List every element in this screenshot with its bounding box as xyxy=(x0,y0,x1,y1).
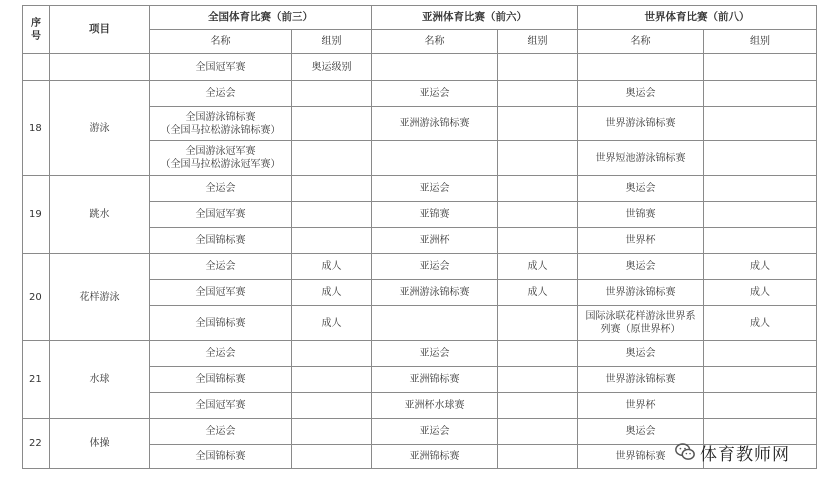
item-cell: 花样游泳 xyxy=(50,254,150,341)
national-name-cell: 全国锦标赛 xyxy=(150,306,292,341)
world-name-cell: 世界游泳锦标赛 xyxy=(578,107,704,141)
table-row xyxy=(23,54,817,81)
national-name-cell: 全国冠军赛 xyxy=(150,54,292,81)
item-cell: 体操 xyxy=(50,419,150,469)
seq-cell xyxy=(23,54,50,81)
asian-name-cell: 亚锦赛 xyxy=(372,202,498,228)
asian-name-cell: 亚洲锦标赛 xyxy=(372,367,498,393)
seq-cell: 18 xyxy=(23,81,50,176)
asian-name-cell: 亚洲杯水球赛 xyxy=(372,393,498,419)
sports-competition-table xyxy=(22,5,817,469)
table-row xyxy=(23,341,817,367)
asian-group-header: 组别 xyxy=(498,30,578,54)
national-name-cell: 全国冠军赛 xyxy=(150,202,292,228)
asian-group-cell xyxy=(498,341,578,367)
world-name-header: 名称 xyxy=(578,30,704,54)
world-name-cell: 世界杯 xyxy=(578,393,704,419)
table-row xyxy=(23,176,817,202)
item-cell: 游泳 xyxy=(50,81,150,176)
world-group-cell xyxy=(704,393,817,419)
national-name-cell: 全运会 xyxy=(150,254,292,280)
item-header: 项目 xyxy=(50,6,150,54)
asian-name-cell xyxy=(372,306,498,341)
national-name-header: 名称 xyxy=(150,30,292,54)
asian-name-cell: 亚洲杯 xyxy=(372,228,498,254)
header-row-1 xyxy=(23,6,817,30)
table-row xyxy=(23,254,817,280)
world-group-cell xyxy=(704,202,817,228)
seq-cell: 22 xyxy=(23,419,50,469)
world-name-cell: 世界短池游泳锦标赛 xyxy=(578,141,704,176)
national-name-cell: 全国冠军赛 xyxy=(150,393,292,419)
asian-group-cell xyxy=(498,202,578,228)
asian-group-cell xyxy=(498,228,578,254)
seq-cell: 20 xyxy=(23,254,50,341)
asian-group-cell xyxy=(498,445,578,469)
world-name-cell: 奥运会 xyxy=(578,81,704,107)
national-name-cell: 全国锦标赛 xyxy=(150,445,292,469)
item-cell xyxy=(50,54,150,81)
national-group-cell xyxy=(292,141,372,176)
world-group-cell xyxy=(704,107,817,141)
table-row xyxy=(23,81,817,107)
national-name-cell: 全运会 xyxy=(150,176,292,202)
world-group-cell xyxy=(704,54,817,81)
national-name-cell: 全国冠军赛 xyxy=(150,280,292,306)
world-name-cell: 世界游泳锦标赛 xyxy=(578,280,704,306)
national-group-cell xyxy=(292,445,372,469)
national-group-cell xyxy=(292,107,372,141)
asian-group-cell xyxy=(498,367,578,393)
world-name-cell xyxy=(578,306,704,341)
world-name-line: 列赛（原世界杯） xyxy=(600,324,681,335)
national-group-cell xyxy=(292,176,372,202)
national-name-line: （全国马拉松游泳锦标赛） xyxy=(160,124,281,136)
asian-group-cell: 成人 xyxy=(498,280,578,306)
world-name-line: 国际泳联花样游泳世界系 xyxy=(585,311,696,322)
asian-group-cell xyxy=(498,306,578,341)
world-name-cell: 奥运会 xyxy=(578,341,704,367)
world-header: 世界体育比赛（前八） xyxy=(578,6,817,30)
watermark-text: 体育教师网 xyxy=(700,444,790,465)
national-group-cell: 成人 xyxy=(292,254,372,280)
asian-name-cell: 亚运会 xyxy=(372,81,498,107)
watermark xyxy=(674,439,790,465)
national-group-cell xyxy=(292,367,372,393)
world-name-cell: 世锦赛 xyxy=(578,202,704,228)
world-group-cell: 成人 xyxy=(704,306,817,341)
national-name-cell: 全国锦标赛 xyxy=(150,228,292,254)
asian-name-cell: 亚洲游泳锦标赛 xyxy=(372,280,498,306)
asian-name-cell: 亚洲游泳锦标赛 xyxy=(372,107,498,141)
asian-name-cell xyxy=(372,54,498,81)
item-cell: 水球 xyxy=(50,341,150,419)
asian-name-cell xyxy=(372,141,498,176)
item-cell: 跳水 xyxy=(50,176,150,254)
national-group-cell: 成人 xyxy=(292,280,372,306)
national-group-cell xyxy=(292,419,372,445)
world-name-cell: 世界杯 xyxy=(578,228,704,254)
world-name-cell: 奥运会 xyxy=(578,176,704,202)
world-group-cell xyxy=(704,81,817,107)
asian-header: 亚洲体育比赛（前六） xyxy=(372,6,578,30)
national-group-cell xyxy=(292,393,372,419)
asian-name-cell: 亚运会 xyxy=(372,176,498,202)
world-group-header: 组别 xyxy=(704,30,817,54)
world-group-cell xyxy=(704,341,817,367)
national-name-line: 全国游泳冠军赛 xyxy=(185,146,256,157)
asian-group-cell: 成人 xyxy=(498,254,578,280)
seq-cell: 19 xyxy=(23,176,50,254)
asian-name-header: 名称 xyxy=(372,30,498,54)
national-name-cell xyxy=(150,141,292,176)
asian-group-cell xyxy=(498,141,578,176)
national-name-cell: 全运会 xyxy=(150,419,292,445)
asian-name-cell: 亚洲锦标赛 xyxy=(372,445,498,469)
world-name-cell xyxy=(578,54,704,81)
asian-name-cell: 亚运会 xyxy=(372,419,498,445)
world-group-cell: 成人 xyxy=(704,254,817,280)
asian-name-cell: 亚运会 xyxy=(372,341,498,367)
world-group-cell xyxy=(704,228,817,254)
seq-cell: 21 xyxy=(23,341,50,419)
world-name-cell: 世界游泳锦标赛 xyxy=(578,367,704,393)
asian-name-cell: 亚运会 xyxy=(372,254,498,280)
asian-group-cell xyxy=(498,81,578,107)
national-group-cell xyxy=(292,228,372,254)
world-group-cell: 成人 xyxy=(704,280,817,306)
national-group-cell xyxy=(292,81,372,107)
seq-header: 序号 xyxy=(23,6,50,54)
asian-group-cell xyxy=(498,54,578,81)
national-group-header: 组别 xyxy=(292,30,372,54)
national-header: 全国体育比赛（前三） xyxy=(150,6,372,30)
world-name-cell: 奥运会 xyxy=(578,254,704,280)
national-name-line: （全国马拉松游泳冠军赛） xyxy=(160,159,281,170)
world-group-cell xyxy=(704,176,817,202)
world-group-cell xyxy=(704,367,817,393)
national-group-cell: 成人 xyxy=(292,306,372,341)
asian-group-cell xyxy=(498,107,578,141)
world-name-cell: 奥运会 xyxy=(578,419,704,445)
national-group-cell xyxy=(292,202,372,228)
wechat-logo-icon xyxy=(674,441,696,463)
national-name-cell: 全运会 xyxy=(150,341,292,367)
asian-group-cell xyxy=(498,176,578,202)
national-name-cell xyxy=(150,107,292,141)
national-name-line: 全国游泳锦标赛 xyxy=(185,111,256,123)
asian-group-cell xyxy=(498,393,578,419)
world-name-cell: 世界锦标赛 xyxy=(578,445,704,469)
world-group-cell xyxy=(704,141,817,176)
national-name-cell: 全运会 xyxy=(150,81,292,107)
national-group-cell xyxy=(292,341,372,367)
asian-group-cell xyxy=(498,419,578,445)
national-name-cell: 全国锦标赛 xyxy=(150,367,292,393)
national-group-cell: 奥运级别 xyxy=(292,54,372,81)
